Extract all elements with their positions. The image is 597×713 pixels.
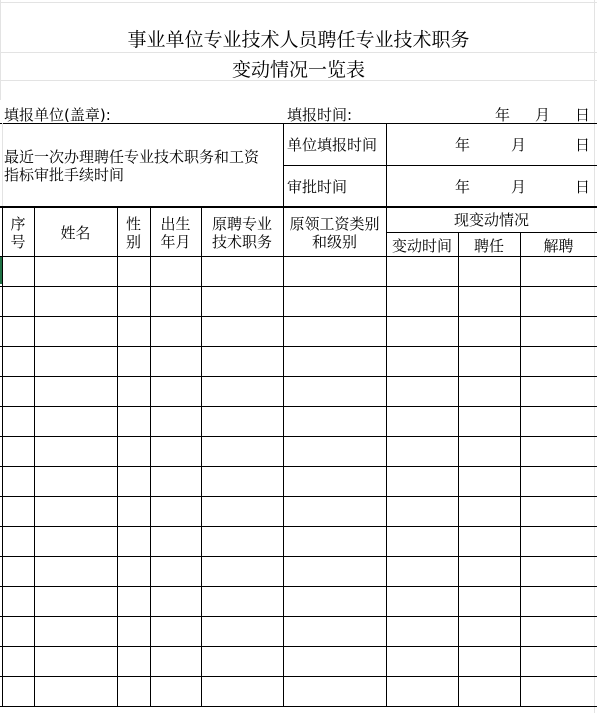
table-cell-birth[interactable] bbox=[151, 556, 201, 585]
table-cell-seq[interactable] bbox=[3, 316, 34, 345]
table-cell-gender[interactable] bbox=[118, 676, 150, 705]
table-subheader-line bbox=[386, 232, 597, 233]
table-cell-orig-title[interactable] bbox=[202, 346, 283, 375]
table-cell-dismiss[interactable] bbox=[521, 616, 597, 645]
table-cell-gender[interactable] bbox=[118, 556, 150, 585]
table-cell-orig-title[interactable] bbox=[202, 646, 283, 675]
table-cell-orig-title[interactable] bbox=[202, 496, 283, 525]
table-cell-orig-wage[interactable] bbox=[284, 376, 386, 405]
table-cell-name[interactable] bbox=[35, 496, 117, 525]
table-cell-orig-wage[interactable] bbox=[284, 466, 386, 495]
table-cell-orig-title[interactable] bbox=[202, 676, 283, 705]
table-row bbox=[0, 286, 597, 316]
table-cell-change-time[interactable] bbox=[387, 496, 458, 525]
table-cell-orig-wage[interactable] bbox=[284, 286, 386, 315]
table-cell-appoint[interactable] bbox=[459, 376, 520, 405]
table-cell-change-time[interactable] bbox=[387, 376, 458, 405]
table-cell-appoint[interactable] bbox=[459, 466, 520, 495]
table-cell-name[interactable] bbox=[35, 316, 117, 345]
unit-label: 填报单位(盖章): bbox=[4, 106, 111, 124]
table-cell-gender[interactable] bbox=[118, 406, 150, 435]
table-cell-change-time[interactable] bbox=[387, 526, 458, 555]
table-cell-orig-wage[interactable] bbox=[284, 346, 386, 375]
col-header-gender: 性 别 bbox=[125, 215, 141, 251]
col-header-seq: 序 号 bbox=[10, 215, 26, 251]
table-cell-birth[interactable] bbox=[151, 496, 201, 525]
table-cell-dismiss[interactable] bbox=[521, 286, 597, 315]
table-row-line bbox=[0, 706, 597, 707]
table-cell-birth[interactable] bbox=[151, 676, 201, 705]
table-cell-change-time[interactable] bbox=[387, 646, 458, 675]
unit-fill-month: 月 bbox=[511, 136, 527, 154]
table-cell-change-time[interactable] bbox=[387, 256, 458, 285]
table-cell-gender[interactable] bbox=[118, 316, 150, 345]
table-cell-appoint[interactable] bbox=[459, 676, 520, 705]
table-cell-seq[interactable] bbox=[3, 436, 34, 465]
table-cell-name[interactable] bbox=[35, 406, 117, 435]
table-cell-seq[interactable] bbox=[3, 646, 34, 675]
table-cell-seq[interactable] bbox=[3, 256, 34, 285]
table-cell-orig-wage[interactable] bbox=[284, 256, 386, 285]
table-cell-gender[interactable] bbox=[118, 496, 150, 525]
table-cell-appoint[interactable] bbox=[459, 526, 520, 555]
approval-month: 月 bbox=[511, 178, 527, 196]
table-cell-appoint[interactable] bbox=[459, 616, 520, 645]
table-cell-orig-title[interactable] bbox=[202, 256, 283, 285]
col-header-dismiss: 解聘 bbox=[543, 237, 574, 255]
table-cell-change-time[interactable] bbox=[387, 316, 458, 345]
table-cell-orig-title[interactable] bbox=[202, 526, 283, 555]
table-cell-appoint[interactable] bbox=[459, 496, 520, 525]
frame-line bbox=[0, 123, 597, 124]
table-cell-birth[interactable] bbox=[151, 616, 201, 645]
table-cell-birth[interactable] bbox=[151, 406, 201, 435]
col-header-name: 姓名 bbox=[60, 224, 91, 242]
table-cell-orig-title[interactable] bbox=[202, 556, 283, 585]
table-row bbox=[0, 616, 597, 646]
table-cell-seq[interactable] bbox=[3, 616, 34, 645]
table-top-border bbox=[0, 206, 597, 208]
table-cell-orig-wage[interactable] bbox=[284, 556, 386, 585]
table-cell-birth[interactable] bbox=[151, 346, 201, 375]
table-row bbox=[0, 346, 597, 376]
table-row bbox=[0, 376, 597, 406]
unit-fill-day: 日 bbox=[575, 136, 591, 154]
approval-year: 年 bbox=[455, 178, 471, 196]
table-cell-dismiss[interactable] bbox=[521, 646, 597, 675]
table-cell-name[interactable] bbox=[35, 526, 117, 555]
table-cell-orig-title[interactable] bbox=[202, 316, 283, 345]
table-cell-seq[interactable] bbox=[3, 346, 34, 375]
table-row bbox=[0, 646, 597, 676]
table-row bbox=[0, 436, 597, 466]
table-cell-name[interactable] bbox=[35, 616, 117, 645]
table-cell-appoint[interactable] bbox=[459, 646, 520, 675]
table-cell-appoint[interactable] bbox=[459, 436, 520, 465]
table-cell-name[interactable] bbox=[35, 346, 117, 375]
report-month-label: 月 bbox=[535, 106, 551, 124]
table-cell-dismiss[interactable] bbox=[521, 376, 597, 405]
gridline bbox=[0, 2, 597, 3]
table-row bbox=[0, 406, 597, 436]
table-cell-change-time[interactable] bbox=[387, 346, 458, 375]
table-cell-change-time[interactable] bbox=[387, 586, 458, 615]
table-cell-name[interactable] bbox=[35, 676, 117, 705]
table-cell-orig-title[interactable] bbox=[202, 286, 283, 315]
unit-fill-year: 年 bbox=[455, 136, 471, 154]
table-cell-seq[interactable] bbox=[3, 466, 34, 495]
table-cell-birth[interactable] bbox=[151, 256, 201, 285]
table-row bbox=[0, 556, 597, 586]
table-cell-appoint[interactable] bbox=[459, 406, 520, 435]
table-cell-dismiss[interactable] bbox=[521, 346, 597, 375]
table-cell-name[interactable] bbox=[35, 466, 117, 495]
document-title: 事业单位专业技术人员聘任专业技术职务 bbox=[127, 29, 470, 51]
table-cell-gender[interactable] bbox=[118, 616, 150, 645]
col-header-orig-title: 原聘专业 技术职务 bbox=[211, 215, 272, 251]
document-subtitle: 变动情况一览表 bbox=[231, 59, 365, 81]
table-cell-orig-wage[interactable] bbox=[284, 616, 386, 645]
table-cell-birth[interactable] bbox=[151, 526, 201, 555]
table-cell-seq[interactable] bbox=[3, 676, 34, 705]
gridline bbox=[0, 52, 597, 53]
table-cell-name[interactable] bbox=[35, 586, 117, 615]
table-cell-orig-wage[interactable] bbox=[284, 436, 386, 465]
table-cell-orig-wage[interactable] bbox=[284, 586, 386, 615]
table-cell-change-time[interactable] bbox=[387, 286, 458, 315]
table-cell-orig-wage[interactable] bbox=[284, 316, 386, 345]
table-cell-appoint[interactable] bbox=[459, 346, 520, 375]
table-cell-appoint[interactable] bbox=[459, 586, 520, 615]
unit-fill-time-label: 单位填报时间 bbox=[287, 136, 378, 154]
recent-approval-label: 最近一次办理聘任专业技术职务和工资 bbox=[4, 148, 260, 166]
table-cell-name[interactable] bbox=[35, 436, 117, 465]
table-cell-orig-title[interactable] bbox=[202, 586, 283, 615]
table-cell-seq[interactable] bbox=[3, 376, 34, 405]
table-cell-dismiss[interactable] bbox=[521, 556, 597, 585]
table-cell-dismiss[interactable] bbox=[521, 676, 597, 705]
table-row bbox=[0, 496, 597, 526]
table-cell-change-time[interactable] bbox=[387, 436, 458, 465]
table-cell-gender[interactable] bbox=[118, 646, 150, 675]
table-cell-gender[interactable] bbox=[118, 286, 150, 315]
table-cell-dismiss[interactable] bbox=[521, 586, 597, 615]
table-cell-orig-wage[interactable] bbox=[284, 526, 386, 555]
table-row bbox=[0, 586, 597, 616]
table-row bbox=[0, 676, 597, 706]
table-cell-change-time[interactable] bbox=[387, 406, 458, 435]
table-cell-orig-title[interactable] bbox=[202, 406, 283, 435]
table-cell-change-time[interactable] bbox=[387, 466, 458, 495]
table-cell-birth[interactable] bbox=[151, 586, 201, 615]
table-cell-change-time[interactable] bbox=[387, 616, 458, 645]
table-cell-gender[interactable] bbox=[118, 256, 150, 285]
table-cell-gender[interactable] bbox=[118, 346, 150, 375]
table-cell-name[interactable] bbox=[35, 646, 117, 675]
table-cell-seq[interactable] bbox=[3, 556, 34, 585]
col-header-orig-wage: 原领工资类别 和级别 bbox=[289, 215, 380, 251]
table-cell-orig-wage[interactable] bbox=[284, 406, 386, 435]
col-header-current-change: 现变动情况 bbox=[453, 211, 529, 229]
table-cell-dismiss[interactable] bbox=[521, 316, 597, 345]
col-header-change-time: 变动时间 bbox=[391, 237, 452, 255]
report-year-label: 年 bbox=[495, 106, 511, 124]
table-cell-birth[interactable] bbox=[151, 376, 201, 405]
table-cell-dismiss[interactable] bbox=[521, 436, 597, 465]
table-cell-seq[interactable] bbox=[3, 526, 34, 555]
table-cell-gender[interactable] bbox=[118, 526, 150, 555]
approval-time-label: 审批时间 bbox=[287, 178, 348, 196]
col-header-appoint: 聘任 bbox=[473, 237, 504, 255]
table-row bbox=[0, 466, 597, 496]
table-cell-appoint[interactable] bbox=[459, 316, 520, 345]
table-cell-dismiss[interactable] bbox=[521, 406, 597, 435]
table-cell-dismiss[interactable] bbox=[521, 496, 597, 525]
table-cell-change-time[interactable] bbox=[387, 676, 458, 705]
table-cell-orig-wage[interactable] bbox=[284, 646, 386, 675]
table-cell-seq[interactable] bbox=[3, 586, 34, 615]
table-cell-birth[interactable] bbox=[151, 646, 201, 675]
table-cell-orig-title[interactable] bbox=[202, 466, 283, 495]
table-cell-birth[interactable] bbox=[151, 316, 201, 345]
table-cell-orig-wage[interactable] bbox=[284, 496, 386, 525]
table-cell-orig-title[interactable] bbox=[202, 436, 283, 465]
table-cell-birth[interactable] bbox=[151, 286, 201, 315]
table-row bbox=[0, 256, 597, 286]
table-cell-change-time[interactable] bbox=[387, 556, 458, 585]
frame-line bbox=[283, 165, 597, 166]
table-cell-appoint[interactable] bbox=[459, 286, 520, 315]
recent-approval-label-cont: 指标审批手续时间 bbox=[4, 166, 125, 184]
col-header-birth: 出生 年月 bbox=[160, 215, 191, 251]
table-row bbox=[0, 316, 597, 346]
table-cell-orig-title[interactable] bbox=[202, 376, 283, 405]
table-cell-seq[interactable] bbox=[3, 286, 34, 315]
table-cell-gender[interactable] bbox=[118, 376, 150, 405]
table-cell-birth[interactable] bbox=[151, 436, 201, 465]
report-time-label: 填报时间: bbox=[287, 106, 353, 124]
table-cell-appoint[interactable] bbox=[459, 556, 520, 585]
table-cell-appoint[interactable] bbox=[459, 256, 520, 285]
table-cell-dismiss[interactable] bbox=[521, 256, 597, 285]
frame-line bbox=[2, 123, 3, 207]
table-cell-name[interactable] bbox=[35, 556, 117, 585]
table-cell-gender[interactable] bbox=[118, 466, 150, 495]
approval-day: 日 bbox=[575, 178, 591, 196]
table-cell-orig-wage[interactable] bbox=[284, 676, 386, 705]
table-cell-gender[interactable] bbox=[118, 586, 150, 615]
table-cell-seq[interactable] bbox=[3, 406, 34, 435]
table-cell-orig-title[interactable] bbox=[202, 616, 283, 645]
table-cell-dismiss[interactable] bbox=[521, 466, 597, 495]
table-cell-seq[interactable] bbox=[3, 496, 34, 525]
table-cell-name[interactable] bbox=[35, 286, 117, 315]
table-cell-gender[interactable] bbox=[118, 436, 150, 465]
table-cell-dismiss[interactable] bbox=[521, 526, 597, 555]
table-cell-name[interactable] bbox=[35, 256, 117, 285]
table-cell-name[interactable] bbox=[35, 376, 117, 405]
report-day-label: 日 bbox=[575, 106, 591, 124]
table-cell-birth[interactable] bbox=[151, 466, 201, 495]
table-row bbox=[0, 526, 597, 556]
